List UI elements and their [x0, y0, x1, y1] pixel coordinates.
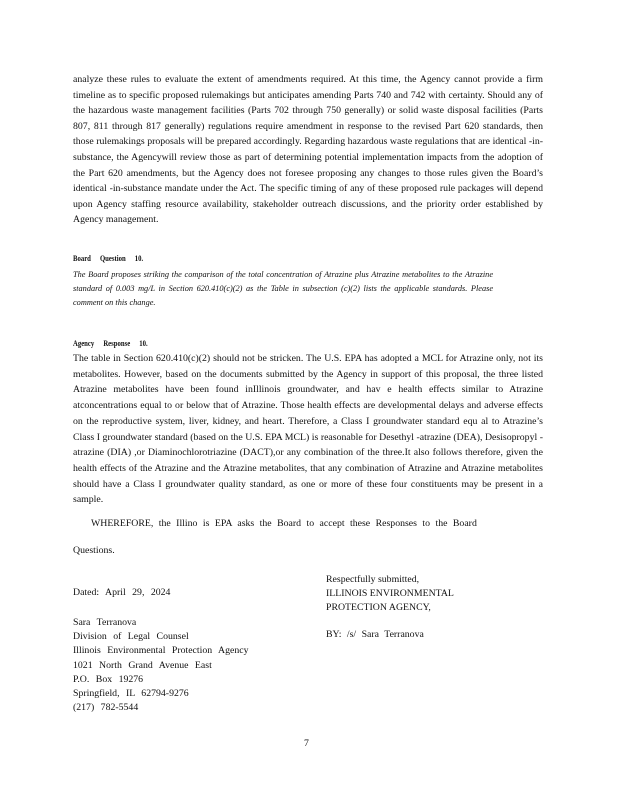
- city-state-zip: Springfield, IL 62794-9276: [73, 688, 189, 700]
- intro-paragraph: analyze these rules to evaluate the extent of amendments required. At this time, the Agency cannot provide a firm timeline as to specific proposed rulemakings but anticipates amending Parts 740 and 742 with certainty. Should any of the hazardous waste management facilities (Parts 702 through 750 generally) or solid waste disposal facilities (Parts 807, 811 through 817 generally) regulations require amendment in response to the revised Part 620 standards, then those rulemakings proposals will be prepared accordingly. Regarding hazardous waste regulations that are identical -in-substance, the Agencywill review those as part of determining potential implementation impacts from the adoption of the Part 620 amendments, but the Agency does not foresee proposing any changes to those rules given the Board’s identical -in-substance mandate under the Act. The specific timing of any of these proposed rule packages will depend upon Agency staffing resource availability, stakeholder outreach discussions, and the priority order established by Agency management.: [73, 74, 543, 226]
- signature-by: BY: /s/ Sara Terranova: [326, 629, 424, 640]
- date-line: Dated: April 29, 2024: [73, 587, 171, 598]
- street-address: 1021 North Grand Avenue East: [73, 659, 212, 671]
- closing: Respectfully submitted,: [326, 574, 420, 585]
- agency-name: Illinois Environmental Protection Agency: [73, 645, 249, 657]
- page-number: 7: [304, 738, 309, 749]
- agency-response-heading: Agency Response 10.: [73, 339, 148, 348]
- board-question-heading: Board Question 10.: [73, 254, 144, 263]
- wherefore-clause: WHEREFORE, the Illino is EPA asks the Board to accept these Responses to the Board: [91, 518, 477, 529]
- questions-line: Questions.: [73, 545, 115, 556]
- agency-response-text: The table in Section 620.410(c)(2) should not be stricken. The U.S. EPA has adopted a MCL for Atrazine only, not its metabolites. However, based on the documents submitted by the Agency in support of this proposal, the three listed Atrazine metabolites have been found inIllinois groundwater, and hav e health effects similar to Atrazine atconcentrations equal to or below that of Atrazine. Those health effects are developmental delays and adverse effects on the reproductive system, liver, kidney, and heart. Therefore, a Class I groundwater standard equ al to Atrazine’s Class I groundwater standard (based on the U.S. EPA MCL) is reasonable for Desethyl -atrazine (DEA), Desisopropyl -atrazine (DIA) ,or Diaminochlorotriazine (DACT),or any combination of the three.It also follows therefore, given the health effects of the Atrazine and the Atrazine metabolites, that any combination of Atrazine and Atrazine metabolites should have a Class I groundwater quality standard, as one or more of these four constituents may be present in a sample.: [73, 353, 543, 506]
- division: Division of Legal Counsel: [73, 631, 189, 643]
- org-line-1: ILLINOIS ENVIRONMENTAL: [326, 588, 454, 599]
- phone-number: (217) 782-5544: [73, 702, 139, 714]
- board-question-text: The Board proposes striking the comparison of the total concentration of Atrazine plus Atrazine metabolites to the Atrazine standard of 0.003 mg/L in Section 620.410(c)(2) as the Table in subsection (c)(2) lists the applicable standards. Please comment on this change.: [73, 270, 493, 308]
- signature-block: [326, 573, 454, 615]
- po-box: P.O. Box 19276: [73, 673, 144, 685]
- org-line-2: PROTECTION AGENCY,: [326, 602, 431, 613]
- signer-name: Sara Terranova: [73, 617, 137, 628]
- address-block: [73, 616, 249, 715]
